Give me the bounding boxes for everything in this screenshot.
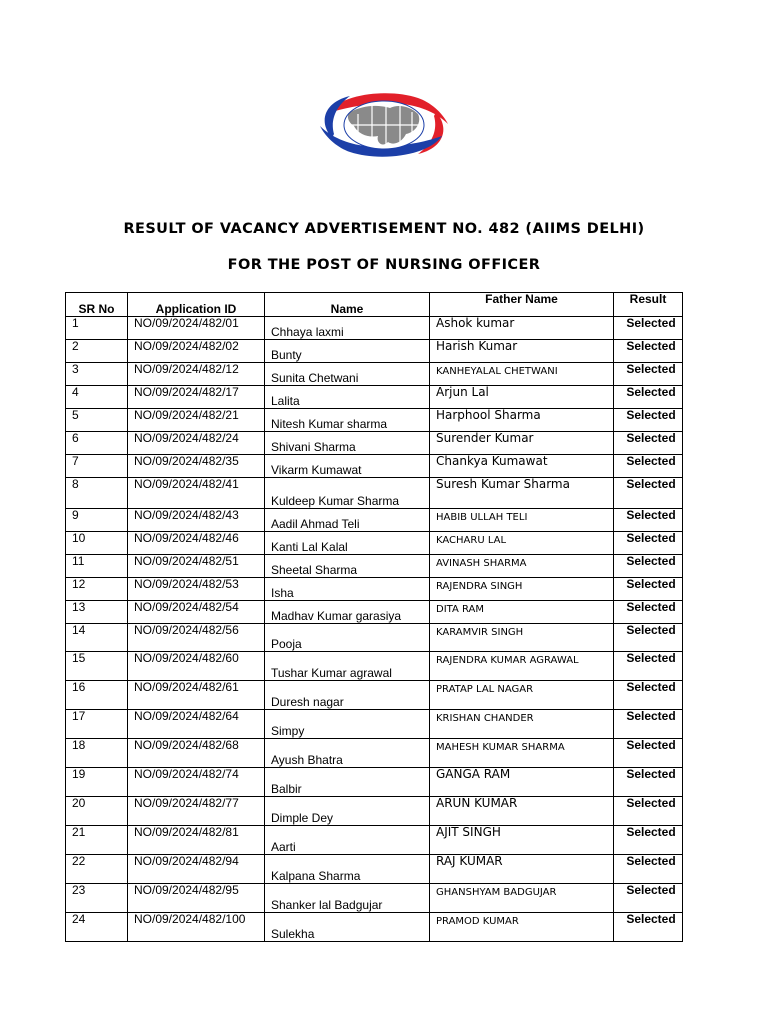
name-cell: Kalpana Sharma [265,855,430,884]
father-name-cell: DITA RAM [430,601,614,624]
result-cell: Selected [614,768,683,797]
application-id-cell: NO/09/2024/482/53 [128,578,265,601]
name-cell: Sulekha [265,913,430,942]
name-cell: Aadil Ahmad Teli [265,509,430,532]
father-name-cell: ARUN KUMAR [430,797,614,826]
application-id-cell: NO/09/2024/482/17 [128,386,265,409]
result-cell: Selected [614,455,683,478]
name-cell: Simpy [265,710,430,739]
application-id-cell: NO/09/2024/482/77 [128,797,265,826]
father-name-cell: Suresh Kumar Sharma [430,478,614,509]
header-application-id: Application ID [128,293,265,317]
name-cell: Balbir [265,768,430,797]
sr-no-cell: 4 [66,386,128,409]
sr-no-cell: 19 [66,768,128,797]
sr-no-cell: 18 [66,739,128,768]
result-cell: Selected [614,363,683,386]
table-row [66,739,683,768]
father-name-cell: PRATAP LAL NAGAR [430,681,614,710]
application-id-cell: NO/09/2024/482/95 [128,884,265,913]
result-cell: Selected [614,652,683,681]
father-name-cell: AVINASH SHARMA [430,555,614,578]
father-name-cell: KARAMVIR SINGH [430,624,614,652]
name-cell: Tushar Kumar agrawal [265,652,430,681]
father-name-cell: Ashok kumar [430,317,614,340]
result-cell: Selected [614,913,683,942]
sr-no-cell: 11 [66,555,128,578]
table-row [66,884,683,913]
table-row [66,409,683,432]
table-row [66,555,683,578]
name-cell: Madhav Kumar garasiya [265,601,430,624]
name-cell: Aarti [265,826,430,855]
name-cell: Isha [265,578,430,601]
table-row [66,710,683,739]
table-row [66,578,683,601]
application-id-cell: NO/09/2024/482/02 [128,340,265,363]
table-row [66,768,683,797]
name-cell: Lalita [265,386,430,409]
application-id-cell: NO/09/2024/482/81 [128,826,265,855]
table-row [66,478,683,509]
name-cell: Dimple Dey [265,797,430,826]
sr-no-cell: 17 [66,710,128,739]
result-cell: Selected [614,532,683,555]
father-name-cell: RAJ KUMAR [430,855,614,884]
sr-no-cell: 5 [66,409,128,432]
application-id-cell: NO/09/2024/482/24 [128,432,265,455]
table-row [66,532,683,555]
table-row [66,363,683,386]
results-table [65,292,683,942]
result-cell: Selected [614,710,683,739]
post-subtitle: FOR THE POST OF NURSING OFFICER [227,257,541,273]
result-cell: Selected [614,624,683,652]
application-id-cell: NO/09/2024/482/51 [128,555,265,578]
father-name-cell: RAJENDRA SINGH [430,578,614,601]
father-name-cell: KRISHAN CHANDER [430,710,614,739]
sr-no-cell: 7 [66,455,128,478]
organization-logo [318,92,450,158]
result-cell: Selected [614,681,683,710]
result-cell: Selected [614,317,683,340]
application-id-cell: NO/09/2024/482/54 [128,601,265,624]
application-id-cell: NO/09/2024/482/94 [128,855,265,884]
table-row [66,913,683,942]
father-name-cell: PRAMOD KUMAR [430,913,614,942]
application-id-cell: NO/09/2024/482/12 [128,363,265,386]
table-row [66,681,683,710]
sr-no-cell: 10 [66,532,128,555]
application-id-cell: NO/09/2024/482/74 [128,768,265,797]
name-cell: Nitesh Kumar sharma [265,409,430,432]
header-name: Name [265,293,430,317]
table-row [66,797,683,826]
table-row [66,652,683,681]
application-id-cell: NO/09/2024/482/21 [128,409,265,432]
application-id-cell: NO/09/2024/482/56 [128,624,265,652]
sr-no-cell: 21 [66,826,128,855]
sr-no-cell: 14 [66,624,128,652]
application-id-cell: NO/09/2024/482/46 [128,532,265,555]
sr-no-cell: 23 [66,884,128,913]
result-title: RESULT OF VACANCY ADVERTISEMENT NO. 482 (AIIMS DELHI) [123,221,645,237]
table-row [66,386,683,409]
result-cell: Selected [614,578,683,601]
sr-no-cell: 2 [66,340,128,363]
name-cell: Bunty [265,340,430,363]
table-row [66,340,683,363]
father-name-cell: Harphool Sharma [430,409,614,432]
name-cell: Duresh nagar [265,681,430,710]
name-cell: Chhaya laxmi [265,317,430,340]
result-cell: Selected [614,509,683,532]
header-sr-no: SR No [66,293,128,317]
name-cell: Kanti Lal Kalal [265,532,430,555]
table-row [66,509,683,532]
result-cell: Selected [614,478,683,509]
sr-no-cell: 8 [66,478,128,509]
table-row [66,432,683,455]
sr-no-cell: 9 [66,509,128,532]
father-name-cell: HABIB ULLAH TELI [430,509,614,532]
father-name-cell: RAJENDRA KUMAR AGRAWAL [430,652,614,681]
name-cell: Sunita Chetwani [265,363,430,386]
name-cell: Sheetal Sharma [265,555,430,578]
father-name-cell: Surender Kumar [430,432,614,455]
father-name-cell: AJIT SINGH [430,826,614,855]
table-row [66,601,683,624]
table-row [66,624,683,652]
result-cell: Selected [614,739,683,768]
father-name-cell: GANGA RAM [430,768,614,797]
father-name-cell: Arjun Lal [430,386,614,409]
father-name-cell: MAHESH KUMAR SHARMA [430,739,614,768]
application-id-cell: NO/09/2024/482/41 [128,478,265,509]
result-cell: Selected [614,855,683,884]
result-cell: Selected [614,826,683,855]
result-cell: Selected [614,432,683,455]
result-cell: Selected [614,797,683,826]
sr-no-cell: 24 [66,913,128,942]
table-row [66,455,683,478]
table-row [66,826,683,855]
result-cell: Selected [614,601,683,624]
sr-no-cell: 12 [66,578,128,601]
name-cell: Pooja [265,624,430,652]
application-id-cell: NO/09/2024/482/01 [128,317,265,340]
sr-no-cell: 22 [66,855,128,884]
table-row [66,855,683,884]
sr-no-cell: 1 [66,317,128,340]
sr-no-cell: 6 [66,432,128,455]
application-id-cell: NO/09/2024/482/100 [128,913,265,942]
father-name-cell: Harish Kumar [430,340,614,363]
sr-no-cell: 20 [66,797,128,826]
name-cell: Shanker lal Badgujar [265,884,430,913]
name-cell: Shivani Sharma [265,432,430,455]
father-name-cell: GHANSHYAM BADGUJAR [430,884,614,913]
header-result: Result [614,293,683,317]
father-name-cell: KACHARU LAL [430,532,614,555]
name-cell: Vikarm Kumawat [265,455,430,478]
application-id-cell: NO/09/2024/482/43 [128,509,265,532]
table-row [66,317,683,340]
result-cell: Selected [614,386,683,409]
application-id-cell: NO/09/2024/482/61 [128,681,265,710]
application-id-cell: NO/09/2024/482/60 [128,652,265,681]
name-cell: Ayush Bhatra [265,739,430,768]
sr-no-cell: 13 [66,601,128,624]
name-cell: Kuldeep Kumar Sharma [265,478,430,509]
sr-no-cell: 3 [66,363,128,386]
header-father-name: Father Name [430,293,614,317]
result-cell: Selected [614,409,683,432]
application-id-cell: NO/09/2024/482/68 [128,739,265,768]
sr-no-cell: 15 [66,652,128,681]
table-body [66,317,683,942]
result-cell: Selected [614,555,683,578]
result-cell: Selected [614,340,683,363]
application-id-cell: NO/09/2024/482/35 [128,455,265,478]
application-id-cell: NO/09/2024/482/64 [128,710,265,739]
table-header-row [66,293,683,317]
father-name-cell: KANHEYALAL CHETWANI [430,363,614,386]
father-name-cell: Chankya Kumawat [430,455,614,478]
result-cell: Selected [614,884,683,913]
sr-no-cell: 16 [66,681,128,710]
